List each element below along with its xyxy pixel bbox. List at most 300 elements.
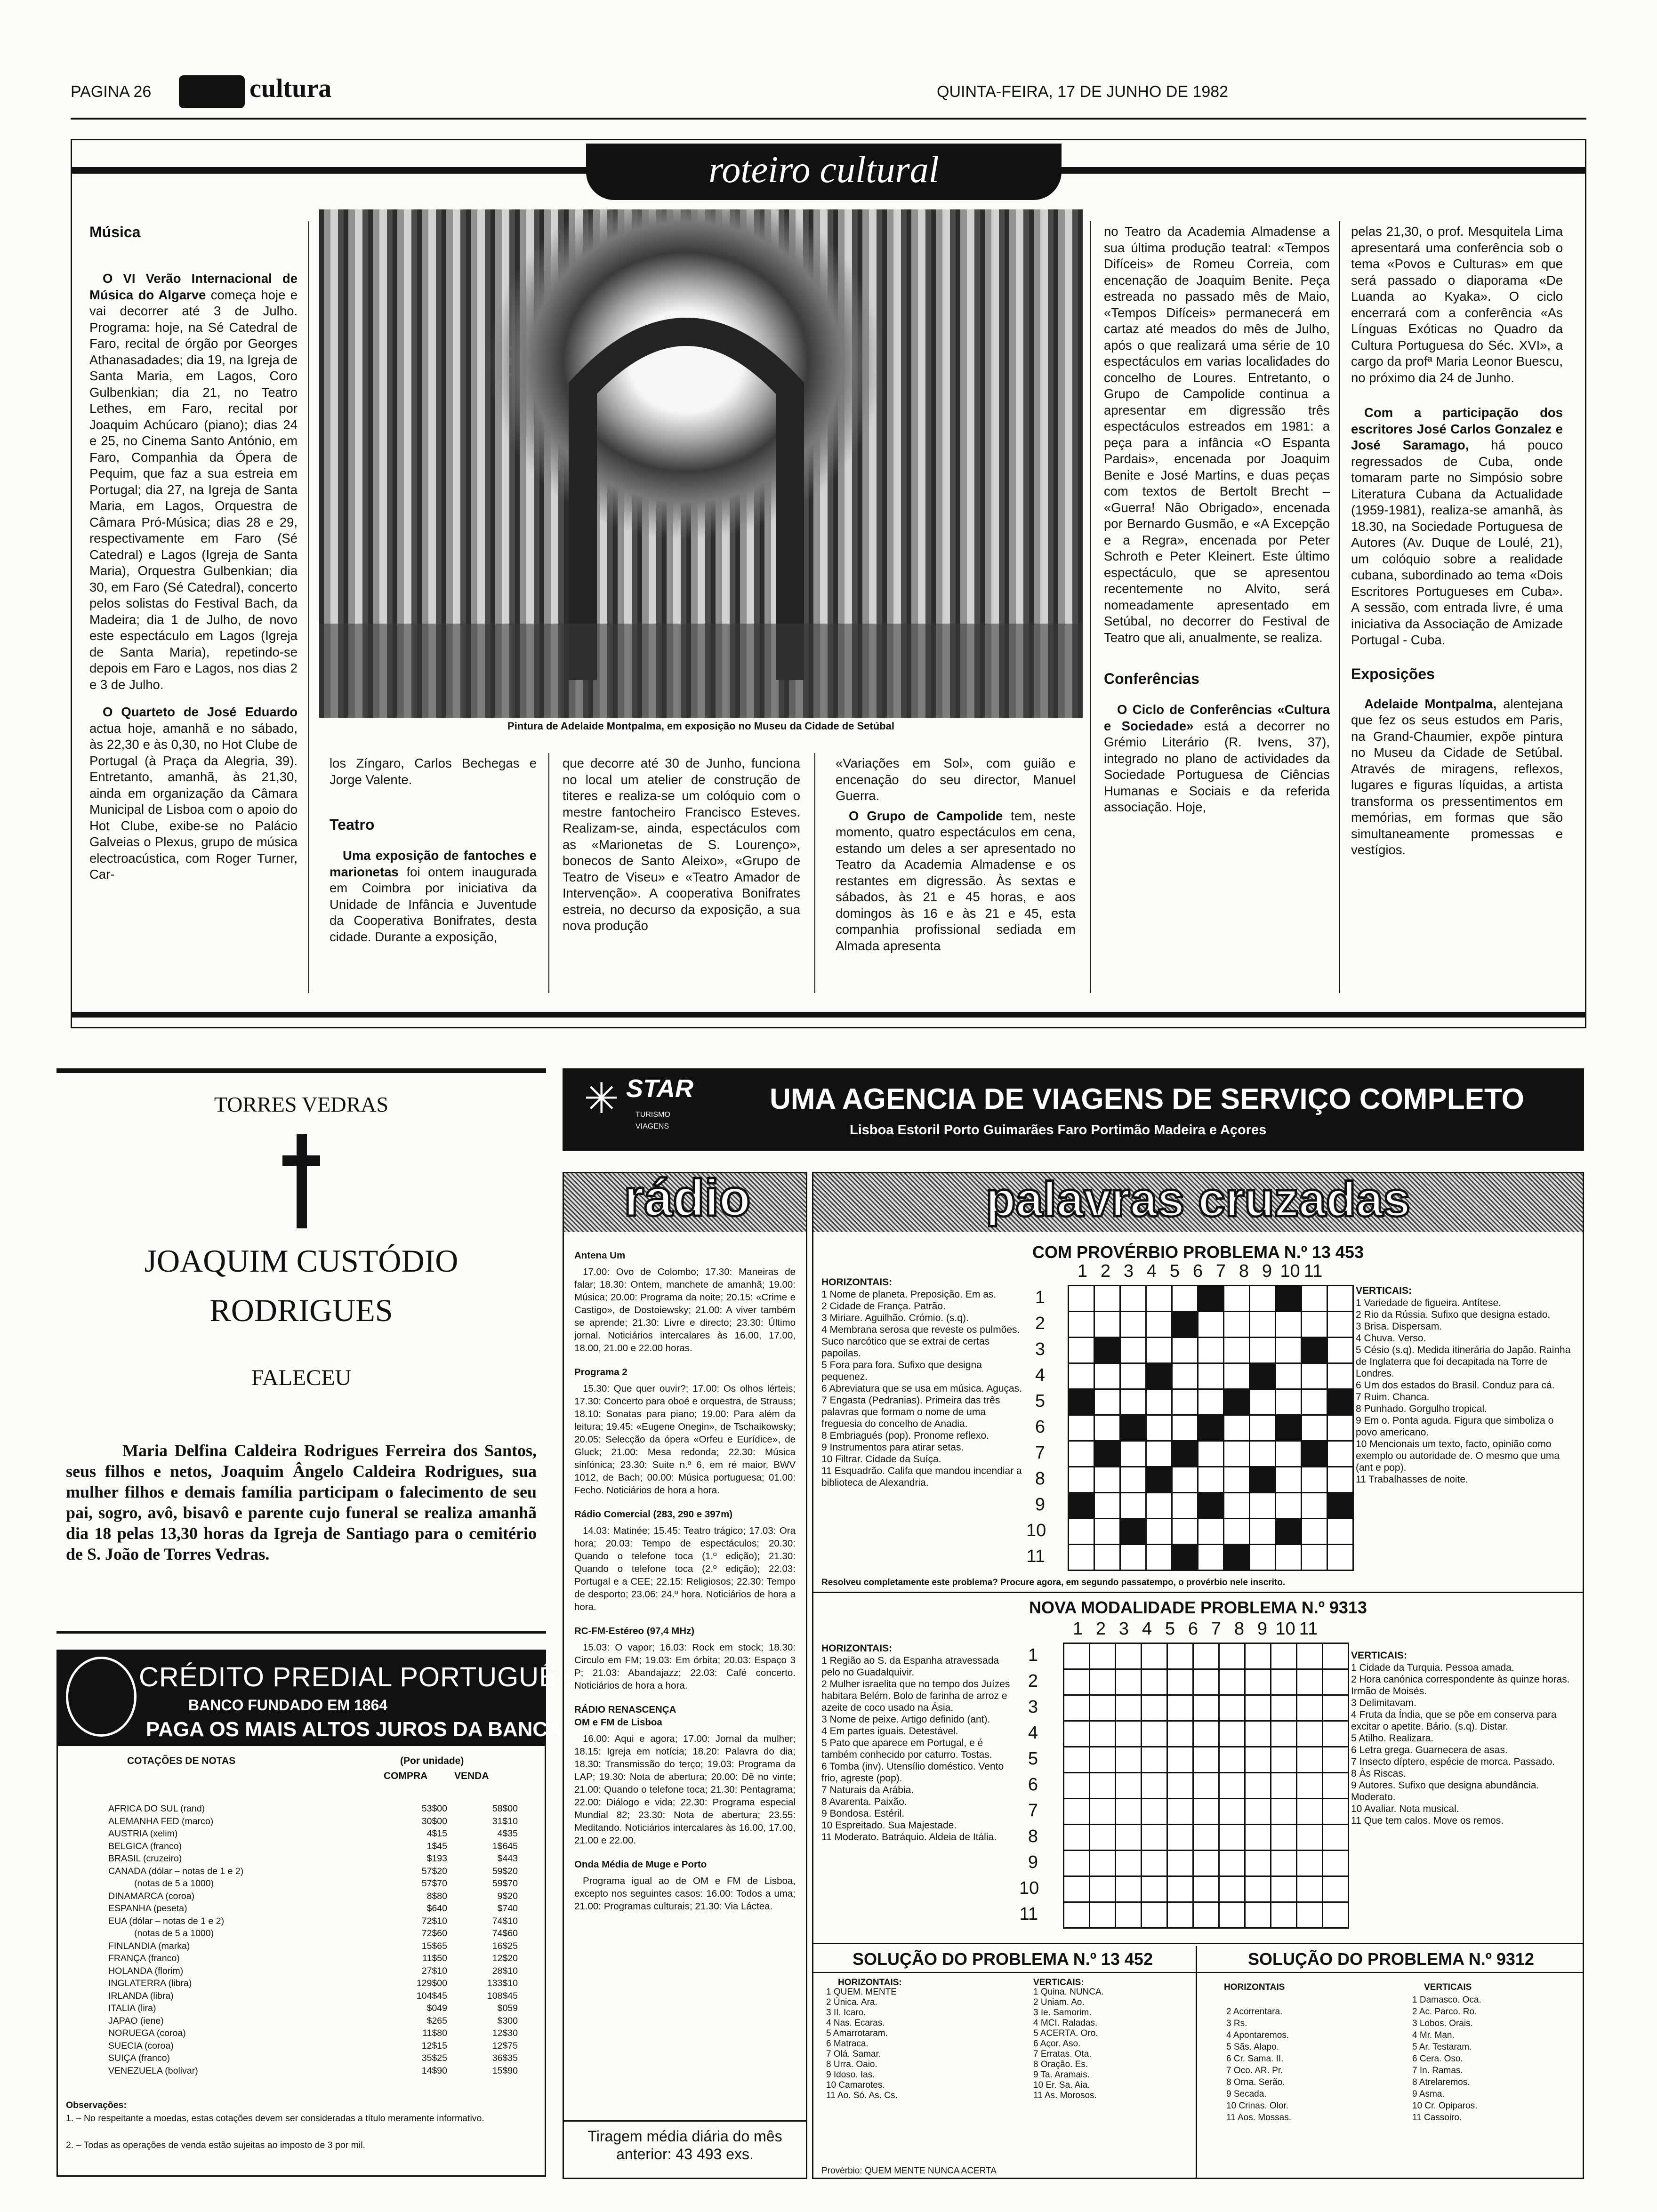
grid-cell[interactable] [1146,1545,1172,1571]
grid-cell[interactable] [1276,1467,1302,1493]
grid-cell[interactable] [1245,1773,1271,1799]
grid-cell[interactable] [1219,1825,1245,1851]
fx-currency: FINLANDIA (marka) [108,1940,190,1951]
grid-cell[interactable] [1172,1389,1198,1415]
grid-cell[interactable] [1327,1312,1353,1338]
grid-cell[interactable] [1323,1851,1349,1876]
grid-cell[interactable] [1250,1415,1276,1441]
grid-cell[interactable] [1219,1876,1245,1902]
grid-cell[interactable] [1271,1851,1297,1876]
clue: 6 Abreviatura que se usa em música. Aguças. [821,1383,1022,1394]
grid-cell[interactable] [1167,1669,1193,1695]
grid-cell[interactable] [1120,1415,1146,1441]
grid-cell[interactable] [1198,1389,1224,1415]
grid-cell[interactable] [1271,1695,1297,1721]
grid-cell[interactable] [1327,1389,1353,1415]
clue: 10 Mencionais um texto, facto, opinião como exemplo ou autoridade de. O mesmo que uma (ant e pop). [1356,1439,1560,1473]
radio-station: Rádio Comercial (283, 290 e 397m) [574,1509,733,1520]
grid-cell[interactable] [1172,1467,1198,1493]
grid-cell[interactable] [1064,1643,1090,1669]
grid-cell[interactable] [1142,1721,1167,1747]
grid-cell[interactable] [1198,1286,1224,1312]
grid-cell[interactable] [1250,1545,1276,1571]
grid-cell[interactable] [1297,1902,1323,1928]
grid-cell[interactable] [1323,1773,1349,1799]
grid-cell[interactable] [1302,1545,1327,1571]
grid-cell[interactable] [1245,1669,1271,1695]
grid-cell[interactable] [1302,1312,1327,1338]
grid-cell[interactable] [1064,1876,1090,1902]
fx-currency: ITALIA (lira) [108,2003,156,2013]
grid-cell[interactable] [1224,1493,1250,1519]
grid-cell[interactable] [1245,1695,1271,1721]
grid-cell[interactable] [1064,1747,1090,1773]
grid-cell[interactable] [1090,1825,1116,1851]
grid-cell[interactable] [1297,1851,1323,1876]
col-number: 3 [1123,1261,1134,1281]
grid-cell[interactable] [1276,1389,1302,1415]
row-number: 9 [1028,1852,1038,1872]
grid-cell[interactable] [1198,1467,1224,1493]
grid-cell[interactable] [1245,1851,1271,1876]
grid-cell[interactable] [1094,1312,1120,1338]
grid-cell[interactable] [1224,1519,1250,1545]
musica-quarteto: O Quarteto de José Eduardo actua hoje, amanhã e no sábado, às 22,30 e às 0,30, no Hot Clube de Portugal (à Praça da Alegria, 39). Entretanto, amanhã, às 21,30, ainda em organização da Câmara Municipal de Lisboa com o apoio do Hot Clube, exibe-se no Palácio Galveias o Plexus, grupo de música electroacústica, com Roger Turner, Car- [89,705,298,882]
grid-cell[interactable] [1327,1493,1353,1519]
grid-cell[interactable] [1193,1825,1219,1851]
fx-venda: 12$30 [492,2028,518,2038]
grid-cell[interactable] [1172,1493,1198,1519]
grid-cell[interactable] [1245,1876,1271,1902]
grid-cell[interactable] [1116,1695,1142,1721]
grid-cell[interactable] [1094,1519,1120,1545]
grid-cell[interactable] [1116,1799,1142,1825]
grid-cell[interactable] [1116,1747,1142,1773]
grid-cell[interactable] [1198,1441,1224,1467]
grid-cell[interactable] [1142,1902,1167,1928]
grid-cell[interactable] [1224,1338,1250,1363]
grid-cell[interactable] [1142,1695,1167,1721]
solution: 9 Idoso. Ias. [826,2070,875,2080]
grid-cell[interactable] [1250,1441,1276,1467]
clue: 6 Um dos estados do Brasil. Conduz para cá. [1356,1380,1555,1391]
grid-cell[interactable] [1064,1902,1090,1928]
s2-title: SOLUÇÃO DO PROBLEMA N.º 9312 [1248,1949,1534,1969]
grid-cell[interactable] [1069,1519,1094,1545]
grid-cell[interactable] [1167,1695,1193,1721]
grid-cell[interactable] [1167,1643,1193,1669]
grid-cell[interactable] [1327,1519,1353,1545]
grid-cell[interactable] [1172,1286,1198,1312]
grid-cell[interactable] [1302,1338,1327,1363]
grid-cell[interactable] [1142,1851,1167,1876]
grid-cell[interactable] [1069,1415,1094,1441]
grid-cell[interactable] [1219,1799,1245,1825]
p1-row-numbers [1026,1285,1045,1570]
grid-cell[interactable] [1064,1773,1090,1799]
grid-cell[interactable] [1327,1467,1353,1493]
grid-cell[interactable] [1167,1902,1193,1928]
grid-cell[interactable] [1297,1695,1323,1721]
clue: 9 Instrumentos para atirar setas. [821,1442,964,1453]
grid-cell[interactable] [1198,1545,1224,1571]
grid-cell[interactable] [1064,1695,1090,1721]
grid-cell[interactable] [1327,1286,1353,1312]
grid-cell[interactable] [1069,1493,1094,1519]
fx-venda: 31$10 [492,1816,518,1827]
grid-cell[interactable] [1276,1312,1302,1338]
s2-hor-heading: HORIZONTAIS [1224,1982,1285,1992]
grid-cell[interactable] [1094,1389,1120,1415]
grid-cell[interactable] [1302,1363,1327,1389]
fx-currency: (notas de 5 a 1000) [134,1878,214,1889]
grid-cell[interactable] [1146,1415,1172,1441]
grid-cell[interactable] [1120,1519,1146,1545]
grid-cell[interactable] [1116,1902,1142,1928]
grid-cell[interactable] [1297,1876,1323,1902]
grid-cell[interactable] [1219,1721,1245,1747]
grid-cell[interactable] [1193,1902,1219,1928]
grid-cell[interactable] [1271,1643,1297,1669]
grid-cell[interactable] [1245,1799,1271,1825]
grid-cell[interactable] [1120,1441,1146,1467]
grid-cell[interactable] [1250,1286,1276,1312]
row-number: 5 [1028,1749,1038,1769]
grid-cell[interactable] [1198,1519,1224,1545]
grid-cell[interactable] [1120,1312,1146,1338]
grid-cell[interactable] [1146,1467,1172,1493]
grid-cell[interactable] [1224,1389,1250,1415]
cotacoes-table [108,1803,523,2077]
grid-cell[interactable] [1198,1415,1224,1441]
grid-cell[interactable] [1224,1441,1250,1467]
grid-cell[interactable] [1172,1441,1198,1467]
grid-cell[interactable] [1146,1441,1172,1467]
fx-venda: 16$25 [492,1940,518,1951]
grid-cell[interactable] [1146,1338,1172,1363]
musica-heading: Música [89,224,141,240]
grid-cell[interactable] [1224,1415,1250,1441]
grid-cell[interactable] [1276,1415,1302,1441]
grid-cell[interactable] [1302,1467,1327,1493]
grid-cell[interactable] [1167,1773,1193,1799]
grid-cell[interactable] [1271,1876,1297,1902]
grid-cell[interactable] [1250,1493,1276,1519]
grid-cell[interactable] [1142,1799,1167,1825]
grid-cell[interactable] [1116,1851,1142,1876]
grid-cell[interactable] [1276,1338,1302,1363]
grid-cell[interactable] [1090,1799,1116,1825]
grid-cell[interactable] [1193,1799,1219,1825]
grid-cell[interactable] [1245,1825,1271,1851]
grid-cell[interactable] [1219,1643,1245,1669]
solution: 2 Uniam. Ao. [1033,1997,1085,2007]
solution: 9 Secada. [1226,2089,1267,2099]
grid-cell[interactable] [1276,1363,1302,1389]
grid-cell[interactable] [1146,1519,1172,1545]
grid-cell[interactable] [1094,1363,1120,1389]
grid-cell[interactable] [1172,1338,1198,1363]
grid-cell[interactable] [1198,1312,1224,1338]
grid-cell[interactable] [1069,1312,1094,1338]
grid-cell[interactable] [1167,1876,1193,1902]
grid-cell[interactable] [1224,1286,1250,1312]
solution: 3 Rs. [1226,2019,1247,2028]
grid-cell[interactable] [1069,1545,1094,1571]
grid-cell[interactable] [1323,1902,1349,1928]
grid-cell[interactable] [1167,1825,1193,1851]
grid-cell[interactable] [1276,1493,1302,1519]
col-number: 9 [1262,1261,1272,1281]
grid-cell[interactable] [1198,1493,1224,1519]
grid-cell[interactable] [1245,1721,1271,1747]
grid-cell[interactable] [1323,1669,1349,1695]
grid-cell[interactable] [1116,1721,1142,1747]
grid-cell[interactable] [1245,1902,1271,1928]
grid-cell[interactable] [1323,1643,1349,1669]
grid-cell[interactable] [1094,1467,1120,1493]
fx-compra: 12$15 [421,2040,447,2051]
cotacoes-compra: COMPRA [384,1771,428,1781]
col-number: 4 [1142,1619,1152,1639]
grid-cell[interactable] [1219,1902,1245,1928]
fx-compra: 4$15 [426,1828,447,1839]
grid-cell[interactable] [1090,1773,1116,1799]
grid-cell[interactable] [1297,1721,1323,1747]
grid-cell[interactable] [1224,1467,1250,1493]
grid-cell[interactable] [1250,1338,1276,1363]
grid-cell[interactable] [1167,1721,1193,1747]
grid-cell[interactable] [1146,1389,1172,1415]
grid-cell[interactable] [1069,1338,1094,1363]
grid-cell[interactable] [1146,1363,1172,1389]
fx-currency: VENEZUELA (bolivar) [108,2065,198,2076]
grid-cell[interactable] [1172,1312,1198,1338]
grid-cell[interactable] [1219,1747,1245,1773]
grid-cell[interactable] [1090,1643,1116,1669]
grid-cell[interactable] [1142,1876,1167,1902]
grid-cell[interactable] [1193,1747,1219,1773]
grid-cell[interactable] [1193,1876,1219,1902]
grid-cell[interactable] [1172,1519,1198,1545]
grid-cell[interactable] [1271,1773,1297,1799]
solution: 5 Ar. Testaram. [1412,2042,1472,2052]
grid-cell[interactable] [1193,1851,1219,1876]
grid-cell[interactable] [1193,1773,1219,1799]
roteiro-banner: roteiro cultural [586,144,1062,200]
grid-cell[interactable] [1069,1441,1094,1467]
page-date: QUINTA-FEIRA, 17 DE JUNHO DE 1982 [937,83,1229,101]
grid-cell[interactable] [1120,1286,1146,1312]
grid-cell[interactable] [1069,1389,1094,1415]
grid-cell[interactable] [1302,1441,1327,1467]
grid-cell[interactable] [1090,1669,1116,1695]
grid-cell[interactable] [1198,1363,1224,1389]
grid-cell[interactable] [1116,1825,1142,1851]
grid-cell[interactable] [1271,1747,1297,1773]
grid-cell[interactable] [1069,1286,1094,1312]
grid-cell[interactable] [1297,1669,1323,1695]
p1-title: COM PROVÉRBIO PROBLEMA N.º 13 453 [1032,1242,1364,1262]
p1-verticais [1356,1297,1572,1485]
grid-cell[interactable] [1302,1415,1327,1441]
grid-cell[interactable] [1271,1669,1297,1695]
s1-ver-heading: VERTICAIS: [1033,1978,1084,1988]
grid-cell[interactable] [1167,1747,1193,1773]
clue: 8 Punhado. Gorgulho tropical. [1356,1403,1488,1414]
grid-cell[interactable] [1219,1851,1245,1876]
grid-cell[interactable] [1146,1312,1172,1338]
grid-cell[interactable] [1271,1902,1297,1928]
grid-cell[interactable] [1297,1773,1323,1799]
grid-cell[interactable] [1327,1338,1353,1363]
grid-cell[interactable] [1094,1545,1120,1571]
grid-cell[interactable] [1094,1286,1120,1312]
grid-cell[interactable] [1120,1545,1146,1571]
grid-cell[interactable] [1323,1695,1349,1721]
grid-cell[interactable] [1276,1545,1302,1571]
s1-title: SOLUÇÃO DO PROBLEMA N.º 13 452 [853,1949,1153,1969]
grid-cell[interactable] [1327,1441,1353,1467]
grid-cell[interactable] [1064,1669,1090,1695]
grid-cell[interactable] [1064,1721,1090,1747]
grid-cell[interactable] [1245,1747,1271,1773]
grid-cell[interactable] [1090,1902,1116,1928]
solution: 8 Urra. Oaio. [826,2060,877,2069]
grid-cell[interactable] [1271,1825,1297,1851]
grid-cell[interactable] [1219,1695,1245,1721]
grid-cell[interactable] [1094,1441,1120,1467]
col-number: 5 [1165,1619,1175,1639]
grid-cell[interactable] [1146,1493,1172,1519]
grid-cell[interactable] [1224,1545,1250,1571]
radio-station: Onda Média de Muge e Porto [574,1859,707,1870]
p2-verticais-heading: VERTICAIS: [1351,1650,1408,1661]
grid-cell[interactable] [1142,1773,1167,1799]
grid-cell[interactable] [1250,1519,1276,1545]
grid-cell[interactable] [1302,1286,1327,1312]
grid-cell[interactable] [1142,1825,1167,1851]
grid-cell[interactable] [1193,1643,1219,1669]
grid-cell[interactable] [1250,1363,1276,1389]
credito-logo-icon [66,1657,137,1737]
fx-venda: $740 [497,1903,518,1914]
grid-cell[interactable] [1142,1643,1167,1669]
grid-cell[interactable] [1327,1363,1353,1389]
grid-cell[interactable] [1120,1467,1146,1493]
clue: 9 Bondosa. Estéril. [821,1808,905,1819]
grid-cell[interactable] [1172,1363,1198,1389]
grid-cell[interactable] [1090,1695,1116,1721]
row-number: 7 [1028,1801,1038,1820]
solution: 10 Cr. Opiparos. [1412,2101,1478,2111]
clue: 10 Espreitado. Sua Majestade. [821,1820,957,1831]
grid-cell[interactable] [1198,1338,1224,1363]
grid-cell[interactable] [1193,1669,1219,1695]
grid-cell[interactable] [1302,1389,1327,1415]
grid-cell[interactable] [1323,1721,1349,1747]
grid-cell[interactable] [1064,1799,1090,1825]
grid-cell[interactable] [1302,1519,1327,1545]
col-divider [1339,221,1340,993]
grid-cell[interactable] [1094,1493,1120,1519]
grid-cell[interactable] [1302,1493,1327,1519]
grid-cell[interactable] [1250,1467,1276,1493]
grid-cell[interactable] [1323,1747,1349,1773]
grid-cell[interactable] [1327,1415,1353,1441]
grid-cell[interactable] [1297,1825,1323,1851]
grid-cell[interactable] [1116,1669,1142,1695]
p2-col-numbers [1066,1619,1320,1639]
grid-cell[interactable] [1090,1876,1116,1902]
grid-cell[interactable] [1167,1851,1193,1876]
grid-cell[interactable] [1276,1286,1302,1312]
grid-cell[interactable] [1090,1721,1116,1747]
grid-cell[interactable] [1297,1799,1323,1825]
grid-cell[interactable] [1172,1545,1198,1571]
grid-cell[interactable] [1250,1389,1276,1415]
grid-cell[interactable] [1193,1721,1219,1747]
grid-cell[interactable] [1116,1876,1142,1902]
painting-image [319,209,1083,718]
grid-cell[interactable] [1271,1721,1297,1747]
row-number: 8 [1028,1827,1038,1846]
grid-cell[interactable] [1120,1363,1146,1389]
star-logo-icon: ✳ [584,1075,619,1122]
grid-cell[interactable] [1120,1338,1146,1363]
clue: 5 Césio (s.q). Medida itinerária do Japão. Rainha de Inglaterra que foi decapitada na Torre de Londres. [1356,1345,1571,1379]
grid-cell[interactable] [1142,1669,1167,1695]
grid-cell[interactable] [1323,1799,1349,1825]
grid-cell[interactable] [1297,1643,1323,1669]
grid-cell[interactable] [1146,1286,1172,1312]
grid-cell[interactable] [1250,1312,1276,1338]
grid-cell[interactable] [1069,1363,1094,1389]
grid-cell[interactable] [1224,1363,1250,1389]
grid-cell[interactable] [1172,1415,1198,1441]
grid-cell[interactable] [1276,1441,1302,1467]
grid-cell[interactable] [1116,1643,1142,1669]
grid-cell[interactable] [1116,1773,1142,1799]
grid-cell[interactable] [1219,1773,1245,1799]
grid-cell[interactable] [1120,1493,1146,1519]
grid-cell[interactable] [1120,1389,1146,1415]
grid-cell[interactable] [1276,1519,1302,1545]
grid-cell[interactable] [1224,1312,1250,1338]
grid-cell[interactable] [1064,1825,1090,1851]
grid-cell[interactable] [1094,1338,1120,1363]
grid-cell[interactable] [1219,1669,1245,1695]
tiragem: Tiragem média diária do mês anterior: 43 493 exs. [587,2128,782,2163]
solution: 3 Ie. Samorim. [1033,2008,1092,2018]
grid-cell[interactable] [1323,1825,1349,1851]
grid-cell[interactable] [1069,1467,1094,1493]
grid-cell[interactable] [1090,1747,1116,1773]
grid-cell[interactable] [1327,1545,1353,1571]
grid-cell[interactable] [1064,1851,1090,1876]
grid-cell[interactable] [1271,1799,1297,1825]
grid-cell[interactable] [1142,1747,1167,1773]
grid-cell[interactable] [1245,1643,1271,1669]
grid-cell[interactable] [1323,1876,1349,1902]
fx-row [108,1940,523,1953]
grid-cell[interactable] [1094,1415,1120,1441]
grid-cell[interactable] [1297,1747,1323,1773]
grid-cell[interactable] [1167,1799,1193,1825]
solution: 4 Nas. Ecaras. [826,2018,885,2028]
grid-cell[interactable] [1193,1695,1219,1721]
grid-cell[interactable] [1090,1851,1116,1876]
